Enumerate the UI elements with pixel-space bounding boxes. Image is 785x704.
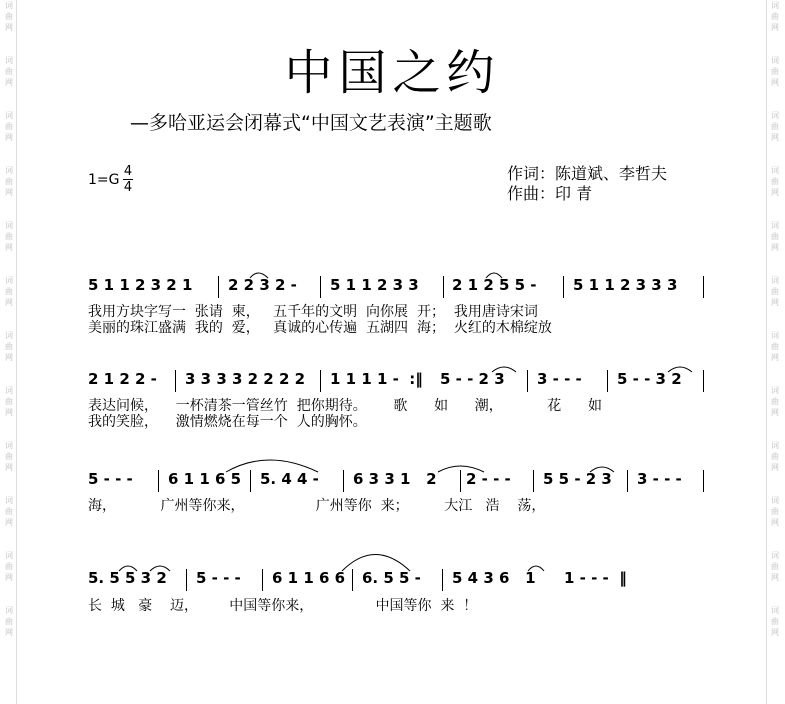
bar-line [460, 470, 461, 492]
lyrics-row-3: 海， 广州等你来， 广州等你 来； 大江 浩 荡， [88, 498, 546, 514]
measure: 5 - - 3 2 [617, 370, 682, 388]
bar-line [527, 370, 528, 392]
measure: 6 1 1 6 6 [272, 569, 346, 587]
key-signature: 1=G [88, 172, 120, 188]
bar-line [533, 470, 534, 492]
measure: 5 5 - 2 3 [543, 470, 612, 488]
measure: 2 - - - [466, 470, 511, 488]
bar-line [703, 276, 704, 298]
measure: 5 4 3 6 1 [452, 569, 536, 587]
time-signature-bottom: 4 [123, 180, 133, 195]
measure: 3 - - - [537, 370, 582, 388]
measure: 5 - - 2 3 [440, 370, 505, 388]
bar-line [627, 470, 628, 492]
measure: 2 1 2 5 5 - [452, 276, 537, 294]
notation-row-1 [0, 276, 785, 300]
notation-row-4 [0, 569, 785, 593]
measure: 6 3 3 1 2 [353, 470, 437, 488]
bar-line [607, 370, 608, 392]
bar-line [352, 569, 353, 591]
bar-line [703, 470, 704, 492]
measure: 3 3 3 3 2 2 2 2 [185, 370, 306, 388]
notation-row-2 [0, 370, 785, 394]
lyrics-row-2-verse-2: 我的笑脸， 激情燃烧在每一个 人的胸怀。 [88, 414, 367, 430]
measure: 5. 5 5 3 2 [88, 569, 167, 587]
bar-line [262, 569, 263, 591]
notation-row-3 [0, 470, 785, 494]
bar-line [320, 276, 321, 298]
song-title: 中国之约 [284, 45, 501, 101]
measure: 5 1 1 2 3 3 3 [573, 276, 678, 294]
bar-line [703, 370, 704, 392]
measure: 5. 4 4 - [260, 470, 319, 488]
credits [507, 164, 667, 204]
measure: 1 - - - ‖ [564, 569, 627, 587]
measure: 6. 5 5 - [362, 569, 421, 587]
measure: 2 1 2 2 - [88, 370, 157, 388]
measure: 5 - - - [88, 470, 133, 488]
left-edge-line [16, 0, 17, 704]
measure: 3 - - - [637, 470, 682, 488]
song-subtitle: —多哈亚运会闭幕式“中国文艺表演”主题歌 [130, 112, 492, 134]
watermark-right: 词 曲 网 词 曲 网 词 曲 网 词 曲 网 词 曲 网 词 曲 网 词 曲 网 词 曲 网 词 曲 网 词 曲 网 词 曲 网 词 曲 网 [771, 1, 779, 637]
lyrics-row-2-verse-1: 表达问候， 一杯清茶一管丝竹 把你期待。 歌 如 潮， 花 如 [88, 398, 603, 414]
time-signature-top: 4 [123, 164, 133, 179]
lyrics-row-1-verse-2: 美丽的珠江盛满 我的 爱， 真诚的心传遍 五湖四 海； 火红的木棉绽放 [88, 320, 552, 336]
measure: 1 1 1 1 - :‖ [330, 370, 423, 388]
lyricist: 作词：陈道斌、李哲夫 [507, 164, 668, 183]
bar-line [320, 370, 321, 392]
watermark-left: 词 曲 网 词 曲 网 词 曲 网 词 曲 网 词 曲 网 词 曲 网 词 曲 网 词 曲 网 词 曲 网 词 曲 网 词 曲 网 词 曲 网 [5, 1, 13, 637]
lyrics-row-4: 长 城 豪 迈， 中国等你来， 中国等你 来 ！ [88, 598, 478, 614]
bar-line [218, 276, 219, 298]
right-edge-line [766, 0, 767, 704]
measure: 5 - - - [196, 569, 241, 587]
bar-line [442, 569, 443, 591]
bar-line [186, 569, 187, 591]
bar-line [250, 470, 251, 492]
bar-line [343, 470, 344, 492]
time-signature [123, 164, 133, 195]
measure: 5 1 1 2 3 2 1 [88, 276, 193, 294]
measure: 6 1 1 6 5 [168, 470, 242, 488]
bar-line [158, 470, 159, 492]
bar-line [563, 276, 564, 298]
measure: 5 1 1 2 3 3 [330, 276, 419, 294]
lyrics-row-1-verse-1: 我用方块字写一 张请 柬， 五千年的文明 向你展 开； 我用唐诗宋词 [88, 304, 538, 320]
composer: 作曲：印 青 [507, 184, 593, 203]
bar-line [175, 370, 176, 392]
bar-line [443, 276, 444, 298]
measure: 2 2 3 2 - [228, 276, 297, 294]
